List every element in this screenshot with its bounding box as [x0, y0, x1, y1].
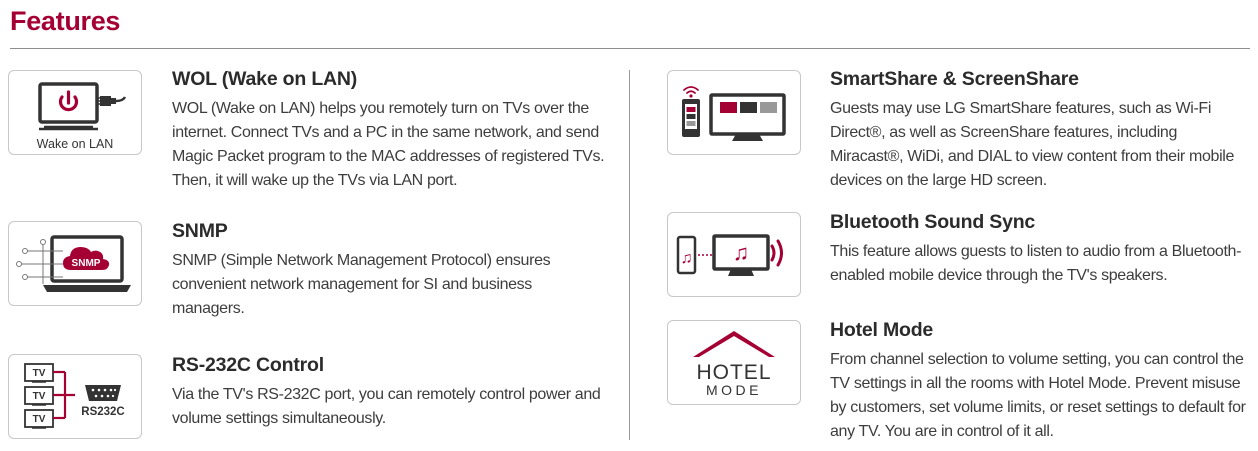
- snmp-icon-box: [8, 221, 142, 306]
- svg-text:♫: ♫: [680, 250, 693, 267]
- hotel-mode-description: From channel selection to volume setting, you can control the TV settings in all the rooms with Hotel Mode. Prevent misuse by customers, set volume limits, or reset settings to default for any TV. You are in control of it all.: [830, 351, 1246, 440]
- rs232c-icon: [9, 355, 141, 438]
- smartshare-description: Guests may use LG SmartShare features, such as Wi-Fi Direct®, as well as ScreenShare features, including Miracast®, WiDi, and DIAL to view content from their mobile devices on the large HD screen.: [830, 100, 1235, 189]
- hotel-mode-title: Hotel Mode: [830, 319, 934, 341]
- rs232c-icon-label: RS232C: [81, 406, 125, 418]
- svg-text:♫: ♫: [732, 240, 750, 265]
- rs232c-description: Via the TV's RS-232C port, you can remotely control power and volume settings simultaneously.: [172, 386, 601, 427]
- smartshare-icon-box: [667, 70, 801, 155]
- page-title: Features: [10, 6, 121, 36]
- wol-title: WOL (Wake on LAN): [172, 68, 358, 90]
- hotel-mode-icon-box: [667, 320, 801, 405]
- bluetooth-sound-sync-icon: [668, 213, 800, 296]
- wake-on-lan-icon-box: [8, 70, 142, 155]
- wol-description: WOL (Wake on LAN) helps you remotely turn on TVs over the internet. Connect TVs and a PC in the same network, and send Magic Packet program to the MAC addresses of registered TVs. Then, it will wake up the TVs via LAN port.: [172, 100, 605, 189]
- snmp-title: SNMP: [172, 220, 228, 242]
- hotel-mode-icon: [668, 321, 800, 404]
- rs232c-tv-label: TV: [32, 391, 46, 402]
- smartshare-screenshare-icon: [668, 71, 800, 154]
- rs232c-tv-label: TV: [32, 368, 46, 379]
- snmp-description: SNMP (Simple Network Management Protocol) ensures convenient network management for SI and business managers.: [172, 252, 551, 317]
- hotel-mode-icon-label-top: HOTEL: [696, 361, 772, 384]
- wake-on-lan-icon: [9, 71, 141, 154]
- smartshare-title: SmartShare & ScreenShare: [830, 68, 1079, 90]
- column-divider: [629, 70, 630, 440]
- rs232c-title: RS-232C Control: [172, 354, 324, 376]
- snmp-icon-label: SNMP: [71, 258, 101, 269]
- rs232c-icon-box: [8, 354, 142, 439]
- rs232c-tv-label: TV: [32, 414, 46, 425]
- snmp-network-icon: [9, 222, 141, 305]
- hotel-mode-icon-label-bottom: MODE: [706, 382, 762, 398]
- title-divider: [10, 48, 1250, 49]
- bluetooth-description: This feature allows guests to listen to audio from a Bluetooth-enabled mobile device through the TV's speakers.: [830, 243, 1242, 284]
- bluetooth-title: Bluetooth Sound Sync: [830, 211, 1036, 233]
- wake-on-lan-icon-label: Wake on LAN: [36, 137, 114, 151]
- bluetooth-icon-box: [667, 212, 801, 297]
